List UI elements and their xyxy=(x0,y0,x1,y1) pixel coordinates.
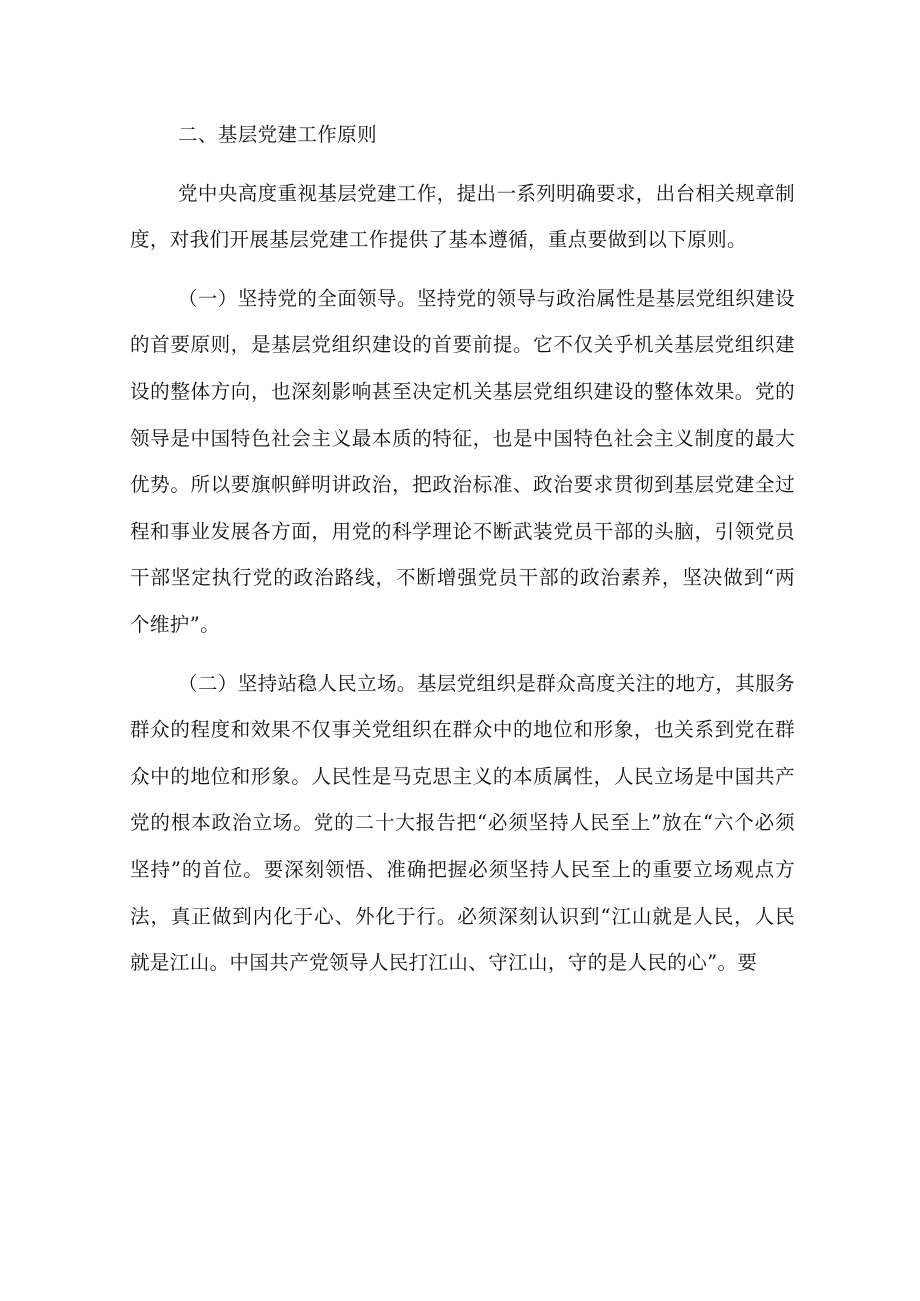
document-body xyxy=(130,112,795,999)
paragraph-principle-2: （二）坚持站稳人民立场。基层党组织是群众高度关注的地方，其服务群众的程度和效果不仅事关党组织在群众中的地位和形象，也关系到党在群众中的地位和形象。人民性是马克思主义的本质属性，人民立场是中国共产党的根本政治立场。党的二十大报告把“必须坚持人民至上”放在“六个必须坚持”的首位。要深刻领悟、准确把握必须坚持人民至上的重要立场观点方法，真正做到内化于心、外化于行。必须深刻认识到“江山就是人民，人民就是江山。中国共产党领导人民打江山、守江山，守的是人民的心”。要 xyxy=(130,671,795,975)
paragraph-principle-1: （一）坚持党的全面领导。坚持党的领导与政治属性是基层党组织建设的首要原则，是基层党组织建设的首要前提。它不仅关乎机关基层党组织建设的整体方向，也深刻影响甚至决定机关基层党组织建设的整体效果。党的领导是中国特色社会主义最本质的特征，也是中国特色社会主义制度的最大优势。所以要旗帜鲜明讲政治，把政治标准、政治要求贯彻到基层党建全过程和事业发展各方面，用党的科学理论不断武装党员干部的头脑，引领党员干部坚定执行党的政治路线，不断增强党员干部的政治素养，坚决做到“两个维护”。 xyxy=(130,286,795,636)
paragraph-intro: 党中央高度重视基层党建工作，提出一系列明确要求，出台相关规章制度，对我们开展基层党建工作提供了基本遵循，重点要做到以下原则。 xyxy=(130,181,795,252)
section-heading: 二、基层党建工作原则 xyxy=(178,123,378,146)
